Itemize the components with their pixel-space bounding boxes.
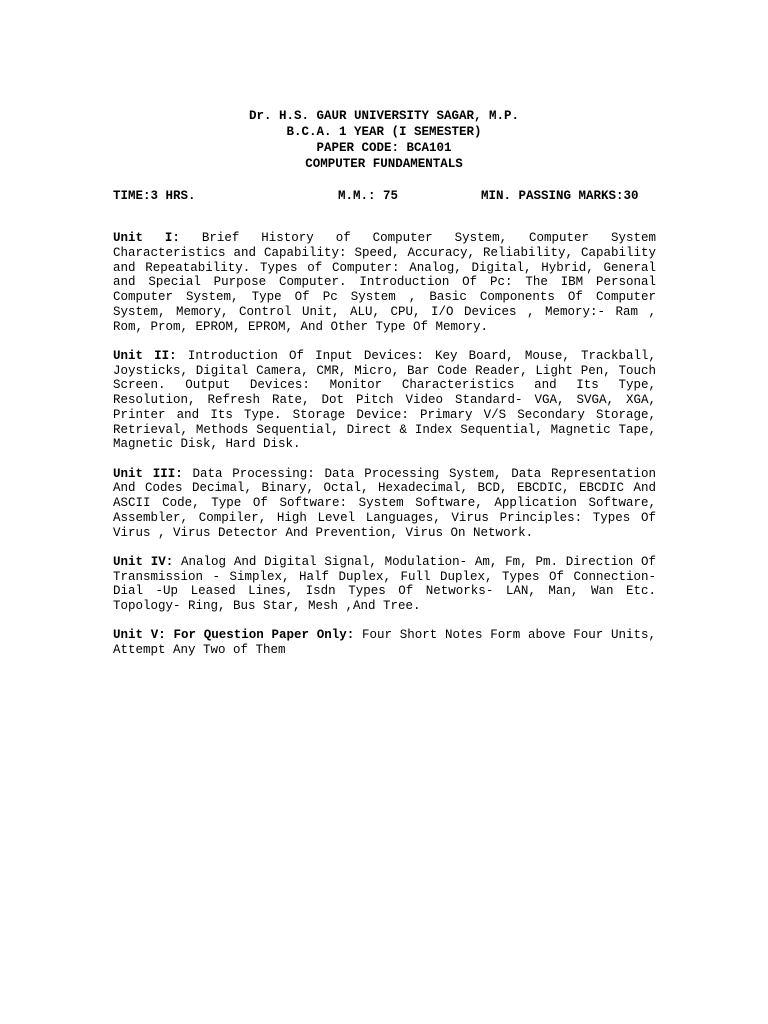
course-title: B.C.A. 1 YEAR (I SEMESTER) xyxy=(286,125,482,139)
exam-time: TIME:3 HRS. xyxy=(113,189,196,203)
subject-title: COMPUTER FUNDAMENTALS xyxy=(305,157,463,171)
min-passing-marks: MIN. PASSING MARKS:30 xyxy=(481,189,639,203)
unit-3-label: Unit III: xyxy=(113,466,183,481)
unit-2-label: Unit II: xyxy=(113,348,177,363)
unit-4-label: Unit IV: xyxy=(113,554,174,569)
unit-2 xyxy=(113,349,656,452)
unit-2-text: Introduction Of Input Devices: Key Board, Mouse, Trackball, Joysticks, Digital Camera, CMR, Micro, Bar Code Reader, Light Pen, Touch Screen. Output Devices: Monitor Characteristics and Its Type, Resolution, Refresh Rate, Dot Pitch Video Standard- VGA, SVGA, XGA, Printer and Its Type. Storage Device: Primary V/S Secondary Storage, Retrieval, Methods Sequential, Direct & Index Sequential, Magnetic Tape, Magnetic Disk, Hard Disk. xyxy=(113,348,656,452)
document-header xyxy=(0,108,768,172)
unit-4-text: Analog And Digital Signal, Modulation- Am, Fm, Pm. Direction Of Transmission - Simplex, Half Duplex, Full Duplex, Types Of Connection- Dial -Up Leased Lines, Isdn Types Of Networks- LAN, Man, Wan Etc. Topology- Ring, Bus Star, Mesh ,And Tree. xyxy=(113,554,657,613)
max-marks: M.M.: 75 xyxy=(338,189,399,203)
unit-5 xyxy=(113,628,656,658)
unit-5-label: Unit V: For Question Paper Only: xyxy=(113,628,355,643)
unit-3 xyxy=(113,467,656,541)
university-name: Dr. H.S. GAUR UNIVERSITY SAGAR, M.P. xyxy=(248,109,520,123)
paper-code: PAPER CODE: BCA101 xyxy=(316,141,452,155)
unit-3-text: Data Processing: Data Processing System, Data Representation And Codes Decimal, Binary, Octal, Hexadecimal, BCD, EBCDIC, EBCDIC And ASCII Code, Type Of Software: System Software, Application Software, Assembler, Compiler, High Level Languages, Virus Principles: Types Of Virus , Virus Detector And Prevention, Virus On Network. xyxy=(113,466,656,540)
unit-5-text: Four Short Notes Form above Four Units, Attempt Any Two of Them xyxy=(113,628,656,657)
unit-4 xyxy=(113,555,656,614)
syllabus-units xyxy=(113,231,656,672)
unit-1 xyxy=(113,231,656,334)
unit-1-text: Brief History of Computer System, Computer System Characteristics and Capability: Speed, Accuracy, Reliability, Capability and Repeatability. Types of Computer: Analog, Digital, Hybrid, General and Special Purpose Computer. Introduction Of Pc: The IBM Personal Computer System, Type Of Pc System , Basic Components Of Computer System, Memory, Control Unit, ALU, CPU, I/O Devices , Memory:- Ram , Rom, Prom, EPROM, EPROM, And Other Type Of Memory. xyxy=(113,231,656,334)
unit-1-label: Unit I: xyxy=(113,231,180,245)
